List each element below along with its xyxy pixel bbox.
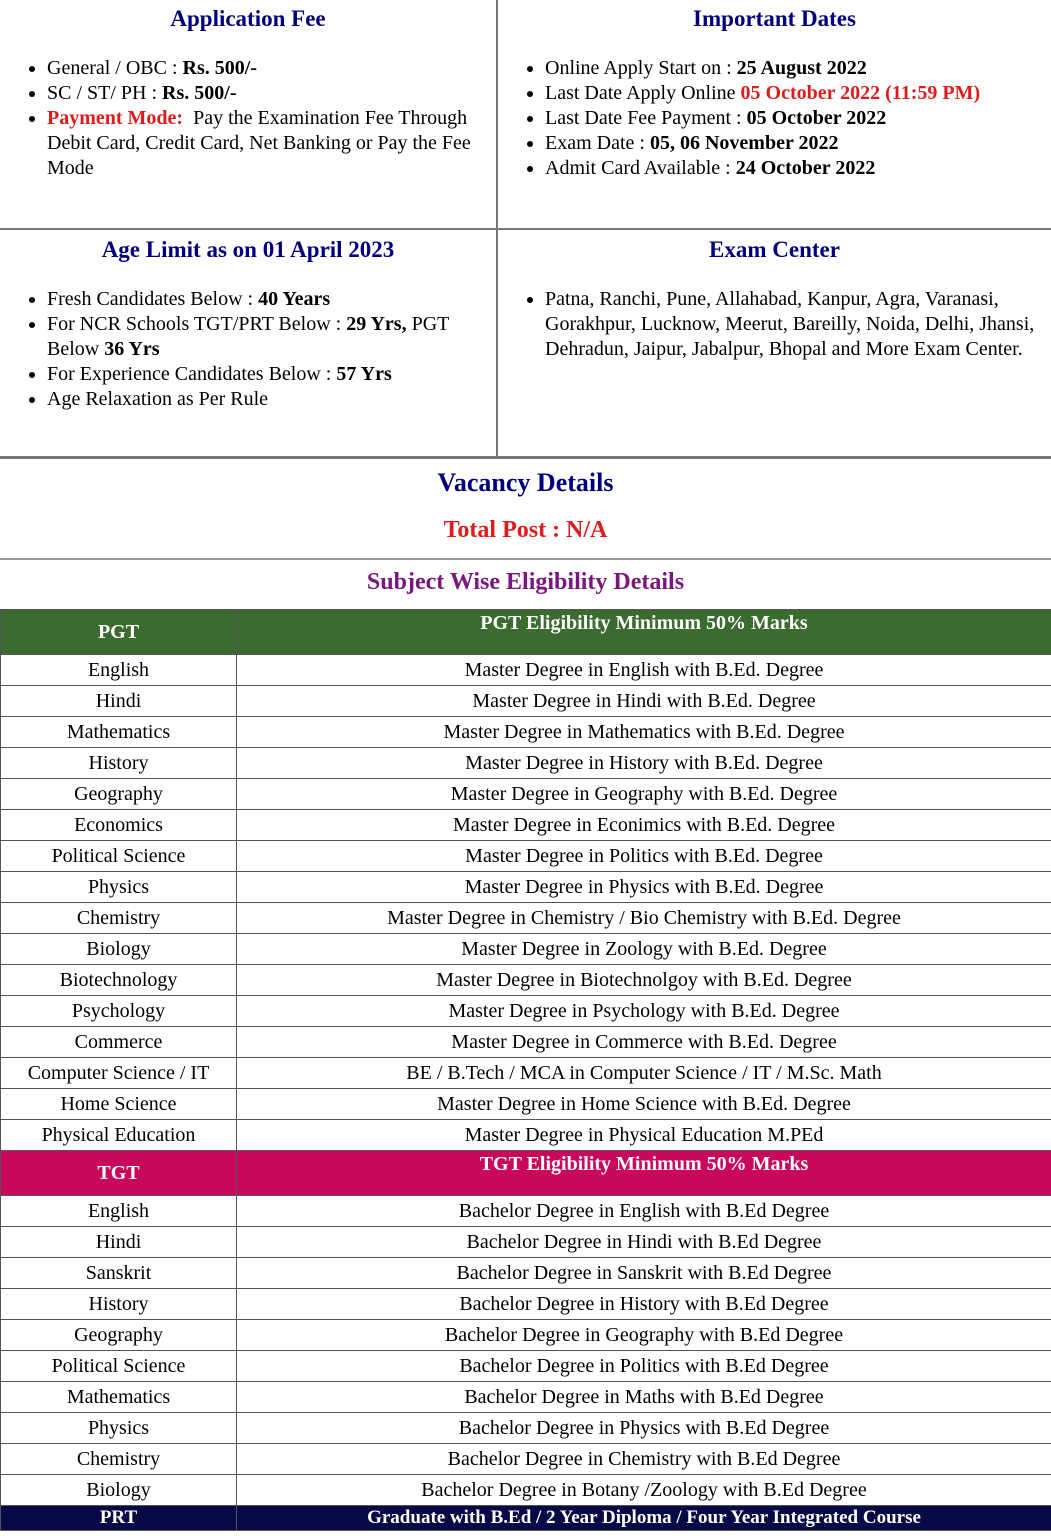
fee-general: • General / OBC : Rs. 500/- <box>47 56 496 81</box>
eligibility-cell: Master Degree in Zoology with B.Ed. Degree <box>237 934 1051 965</box>
pgt-header-row <box>1 610 1051 655</box>
prt-header-desc: Graduate with B.Ed / 2 Year Diploma / Four Year Integrated Course <box>237 1506 1051 1531</box>
subject-cell: Mathematics <box>1 1382 237 1413</box>
table-row <box>1 1196 1051 1227</box>
vacancy-section <box>0 460 1051 558</box>
table-row <box>1 934 1051 965</box>
prt-header: PRT <box>1 1506 237 1531</box>
eligibility-cell: Master Degree in Physics with B.Ed. Degree <box>237 872 1051 903</box>
grid-divider-horizontal <box>0 228 1051 230</box>
subject-cell: Biology <box>1 1475 237 1506</box>
subject-cell: Home Science <box>1 1089 237 1120</box>
eligibility-cell: Master Degree in Econimics with B.Ed. Degree <box>237 810 1051 841</box>
subject-cell: Chemistry <box>1 1444 237 1475</box>
age-limit-title: Age Limit as on 01 April 2023 <box>101 237 395 262</box>
subject-cell: Biotechnology <box>1 965 237 996</box>
age-relaxation: • Age Relaxation as Per Rule <box>47 387 496 412</box>
subject-cell: Geography <box>1 779 237 810</box>
table-row <box>1 841 1051 872</box>
table-row <box>1 1089 1051 1120</box>
subject-wise-title: Subject Wise Eligibility Details <box>366 569 685 595</box>
pgt-header-desc: PGT Eligibility Minimum 50% Marks <box>237 610 1051 655</box>
table-row <box>1 1475 1051 1506</box>
table-row <box>1 686 1051 717</box>
table-row <box>1 1258 1051 1289</box>
subject-cell: Psychology <box>1 996 237 1027</box>
subject-cell: Geography <box>1 1320 237 1351</box>
table-row <box>1 655 1051 686</box>
subject-cell: Economics <box>1 810 237 841</box>
subject-cell: Commerce <box>1 1027 237 1058</box>
fee-sc: • SC / ST/ PH : Rs. 500/- <box>47 81 496 106</box>
subject-cell: Chemistry <box>1 903 237 934</box>
table-row <box>1 872 1051 903</box>
subject-cell: Hindi <box>1 686 237 717</box>
eligibility-cell: Master Degree in Geography with B.Ed. Degree <box>237 779 1051 810</box>
table-row <box>1 1320 1051 1351</box>
table-row <box>1 1413 1051 1444</box>
table-row <box>1 1382 1051 1413</box>
exam-center-section <box>498 237 1051 362</box>
subject-cell: English <box>1 1196 237 1227</box>
subject-cell: History <box>1 1289 237 1320</box>
table-row <box>1 1227 1051 1258</box>
application-fee-section <box>0 6 496 181</box>
subject-cell: Physics <box>1 1413 237 1444</box>
eligibility-cell: Master Degree in History with B.Ed. Degree <box>237 748 1051 779</box>
eligibility-cell: Master Degree in Biotechnolgoy with B.Ed. Degree <box>237 965 1051 996</box>
important-dates-title: Important Dates <box>693 6 856 31</box>
subject-cell: Physical Education <box>1 1120 237 1151</box>
subject-cell: English <box>1 655 237 686</box>
eligibility-cell: Bachelor Degree in Hindi with B.Ed Degree <box>237 1227 1051 1258</box>
date-apply-last: • Last Date Apply Online 05 October 2022 (11:59 PM) <box>545 81 1051 106</box>
eligibility-cell: Bachelor Degree in Sanskrit with B.Ed Degree <box>237 1258 1051 1289</box>
subject-cell: History <box>1 748 237 779</box>
table-row <box>1 810 1051 841</box>
age-limit-list <box>0 287 496 412</box>
subject-cell: Sanskrit <box>1 1258 237 1289</box>
table-row <box>1 1058 1051 1089</box>
grid-divider-bottom <box>0 456 1051 459</box>
subject-cell: Hindi <box>1 1227 237 1258</box>
subject-cell: Computer Science / IT <box>1 1058 237 1089</box>
tgt-header: TGT <box>1 1151 237 1196</box>
eligibility-cell: Bachelor Degree in Maths with B.Ed Degree <box>237 1382 1051 1413</box>
age-experience: • For Experience Candidates Below : 57 Yrs <box>47 362 496 387</box>
subject-cell: Political Science <box>1 841 237 872</box>
table-row <box>1 996 1051 1027</box>
exam-center-title: Exam Center <box>709 237 840 262</box>
important-dates-list <box>498 56 1051 181</box>
eligibility-cell: Bachelor Degree in Chemistry with B.Ed Degree <box>237 1444 1051 1475</box>
table-row <box>1 965 1051 996</box>
age-limit-section <box>0 237 496 412</box>
eligibility-cell: Master Degree in Psychology with B.Ed. Degree <box>237 996 1051 1027</box>
important-dates-section <box>498 6 1051 181</box>
exam-center-list <box>498 287 1051 362</box>
age-ncr: • For NCR Schools TGT/PRT Below : 29 Yrs, PGT Below 36 Yrs <box>47 312 496 362</box>
table-row <box>1 1120 1051 1151</box>
total-post: Total Post : N/A <box>443 517 608 543</box>
tgt-header-desc: TGT Eligibility Minimum 50% Marks <box>237 1151 1051 1196</box>
eligibility-cell: Bachelor Degree in Politics with B.Ed Degree <box>237 1351 1051 1382</box>
eligibility-cell: BE / B.Tech / MCA in Computer Science / IT / M.Sc. Math <box>237 1058 1051 1089</box>
tgt-header-row <box>1 1151 1051 1196</box>
application-fee-title: Application Fee <box>170 6 326 31</box>
exam-center-cities: • Patna, Ranchi, Pune, Allahabad, Kanpur, Agra, Varanasi, Gorakhpur, Lucknow, Meerut, Bareilly, Noida, Delhi, Jhansi, Dehradun, Jaipur, Jabalpur, Bhopal and More Exam Center. <box>545 287 1051 362</box>
prt-header-row <box>1 1506 1051 1531</box>
eligibility-cell: Bachelor Degree in Botany /Zoology with B.Ed Degree <box>237 1475 1051 1506</box>
subject-cell: Political Science <box>1 1351 237 1382</box>
subject-cell: Mathematics <box>1 717 237 748</box>
table-row <box>1 1444 1051 1475</box>
eligibility-cell: Master Degree in Mathematics with B.Ed. Degree <box>237 717 1051 748</box>
table-row <box>1 903 1051 934</box>
eligibility-cell: Bachelor Degree in History with B.Ed Degree <box>237 1289 1051 1320</box>
fee-payment-mode: • Payment Mode: Pay the Examination Fee Through Debit Card, Credit Card, Net Banking or Pay the Fee Mode <box>47 106 496 181</box>
eligibility-cell: Master Degree in Chemistry / Bio Chemistry with B.Ed. Degree <box>237 903 1051 934</box>
date-apply-start: • Online Apply Start on : 25 August 2022 <box>545 56 1051 81</box>
table-row <box>1 717 1051 748</box>
table-row <box>1 1289 1051 1320</box>
eligibility-cell: Master Degree in Hindi with B.Ed. Degree <box>237 686 1051 717</box>
table-row <box>1 1351 1051 1382</box>
pgt-header: PGT <box>1 610 237 655</box>
vacancy-title: Vacancy Details <box>437 468 614 497</box>
eligibility-cell: Bachelor Degree in English with B.Ed Degree <box>237 1196 1051 1227</box>
date-admit-card: • Admit Card Available : 24 October 2022 <box>545 156 1051 181</box>
eligibility-cell: Master Degree in Home Science with B.Ed. Degree <box>237 1089 1051 1120</box>
date-exam: • Exam Date : 05, 06 November 2022 <box>545 131 1051 156</box>
application-fee-list <box>0 56 496 181</box>
eligibility-table <box>0 609 1051 1531</box>
table-row <box>1 779 1051 810</box>
eligibility-cell: Bachelor Degree in Geography with B.Ed Degree <box>237 1320 1051 1351</box>
table-row <box>1 1027 1051 1058</box>
date-fee-payment: • Last Date Fee Payment : 05 October 2022 <box>545 106 1051 131</box>
eligibility-cell: Master Degree in Physical Education M.PEd <box>237 1120 1051 1151</box>
info-grid <box>0 0 1051 460</box>
subject-cell: Physics <box>1 872 237 903</box>
table-row <box>1 748 1051 779</box>
eligibility-cell: Master Degree in English with B.Ed. Degree <box>237 655 1051 686</box>
age-fresh: • Fresh Candidates Below : 40 Years <box>47 287 496 312</box>
eligibility-cell: Master Degree in Politics with B.Ed. Degree <box>237 841 1051 872</box>
subject-cell: Biology <box>1 934 237 965</box>
eligibility-cell: Bachelor Degree in Physics with B.Ed Degree <box>237 1413 1051 1444</box>
eligibility-cell: Master Degree in Commerce with B.Ed. Degree <box>237 1027 1051 1058</box>
